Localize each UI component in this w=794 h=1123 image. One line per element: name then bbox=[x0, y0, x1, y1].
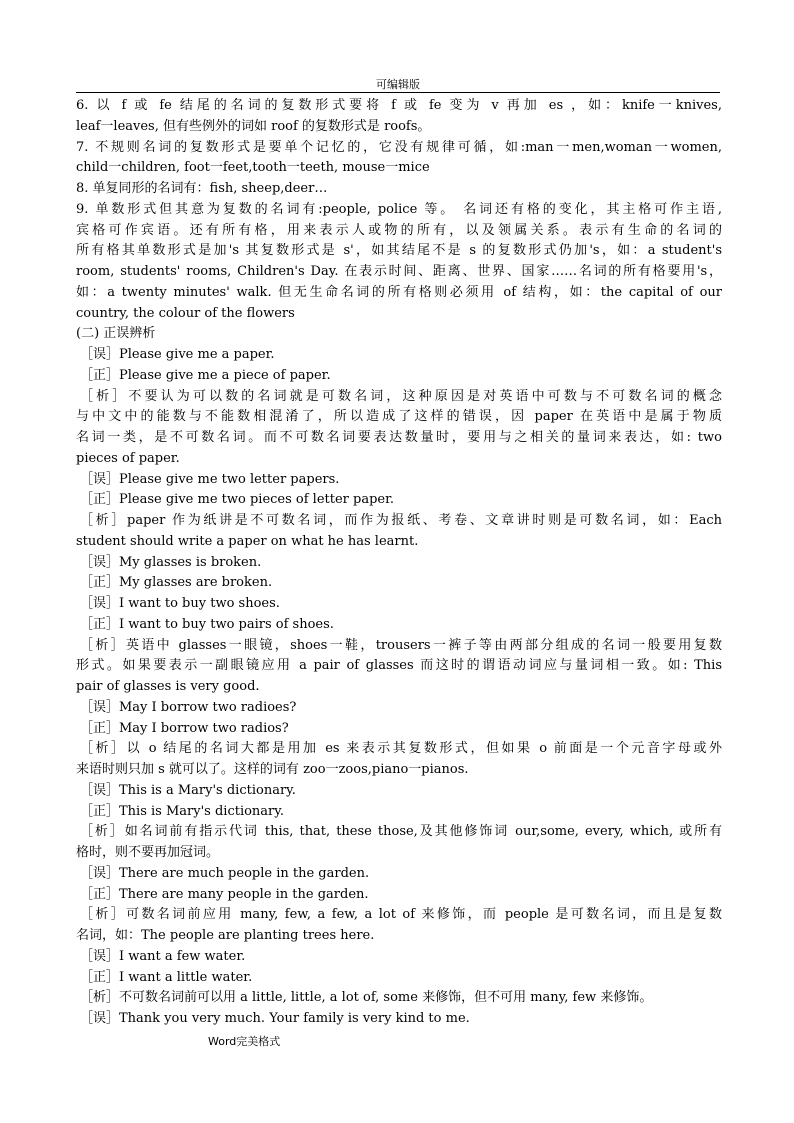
document-body bbox=[76, 96, 722, 1030]
text-line: 宾格可作宾语。还有所有格，用来表示人或物的所有，以及领属关系。表示有生命的名词的 bbox=[76, 222, 722, 238]
text-line: ［误］Please give me a paper. bbox=[80, 347, 275, 362]
text-line: ［误］Thank you very much. Your family is very kind to me. bbox=[80, 1011, 470, 1026]
text-line: 格时，则不要再加冠词。 bbox=[76, 845, 220, 860]
text-line: student should write a paper on what he has learnt. bbox=[76, 533, 419, 549]
page-header: 可编辑版 bbox=[376, 78, 420, 91]
text-line: ［析］英语中 glasses一眼镜，shoes一鞋，trousers一裤子等由两部分组成的名词一般要用复数 bbox=[80, 637, 722, 653]
text-line: ［正］I want a little water. bbox=[80, 969, 253, 985]
text-line: ［正］There are many people in the garden. bbox=[80, 886, 369, 902]
text-line: 7. 不规则名词的复数形式是要单个记忆的，它没有规律可循，如:man一men,woman一women, bbox=[76, 139, 722, 155]
text-line: ［正］My glasses are broken. bbox=[80, 575, 273, 591]
text-line: 来语时则只加 s 就可以了。这样的词有 zoo一zoos,piano一pianos. bbox=[76, 762, 469, 777]
text-line: ［误］This is a Mary's dictionary. bbox=[80, 782, 296, 798]
text-line: 9. 单数形式但其意为复数的名词有:people, police 等。 名词还有格的变化，其主格可作主语, bbox=[76, 201, 722, 217]
text-line: ［误］My glasses is broken. bbox=[80, 554, 262, 570]
text-line: child一children, foot一feet,tooth一teeth, mouse一mice bbox=[76, 160, 430, 176]
text-line: ［误］I want to buy two shoes. bbox=[80, 596, 280, 611]
text-line: ［析］不要认为可以数的名词就是可数名词，这种原因是对英语中可数与不可数名词的概念 bbox=[80, 388, 722, 404]
text-line: ［析］不可数名词前可以用 a little, little, a lot of, some 来修饰，但不可用 many, few 来修饰。 bbox=[80, 990, 653, 1006]
text-line: pair of glasses is very good. bbox=[76, 679, 260, 694]
text-line: room, students' rooms, Children's Day. 在表示时间、距离、世界、国家……名词的所有格要用's， bbox=[76, 264, 722, 279]
text-line: ［正］Please give me two pieces of letter paper. bbox=[80, 492, 395, 508]
text-line: leaf一leaves, 但有些例外的词如 roof 的复数形式是 roofs。 bbox=[76, 118, 431, 134]
text-line: ［误］There are much people in the garden. bbox=[80, 865, 370, 881]
text-line: ［析］可数名词前应用 many, few, a few, a lot of 来修饰，而 people 是可数名词，而且是复数 bbox=[80, 907, 722, 923]
text-line: ［正］May I borrow two radios? bbox=[80, 720, 289, 736]
text-line: 所有格其单数形式是加's 其复数形式是 s'，如其结尾不是 s 的复数形式仍加's，如：a student's bbox=[76, 243, 722, 259]
text-line: ［误］May I borrow two radioes? bbox=[80, 699, 297, 715]
text-line: ［误］Please give me two letter papers. bbox=[80, 471, 340, 487]
text-line: (二) 正误辨析 bbox=[76, 326, 156, 342]
text-line: ［正］I want to buy two pairs of shoes. bbox=[80, 616, 334, 632]
header-rule bbox=[76, 92, 720, 93]
text-line: ［正］Please give me a piece of paper. bbox=[80, 367, 331, 383]
text-line: ［析］paper 作为纸讲是不可数名词，而作为报纸、考卷、文章讲时则是可数名词，如：Each bbox=[80, 513, 722, 528]
text-line: 名词，如：The people are planting trees here. bbox=[76, 928, 375, 943]
text-line: pieces of paper. bbox=[76, 450, 180, 466]
text-line: 6. 以 f 或 fe 结尾的名词的复数形式要将 f 或 fe 变为 v 再加 es ，如：knife一knives, bbox=[76, 98, 722, 113]
text-line: 8. 单复同形的名词有：fish, sheep,deer… bbox=[76, 181, 328, 196]
text-line: 形式。如果要表示一副眼镜应用 a pair of glasses 而这时的谓语动词应与量词相一致。如: This bbox=[76, 658, 722, 674]
text-line: 名词一类，是不可数名词。而不可数名词要表达数量时，要用与之相关的量词来表达，如: two bbox=[76, 430, 722, 445]
text-line: 与中文中的能数与不能数相混淆了，所以造成了这样的错误，因 paper 在英语中是属于物质 bbox=[76, 409, 722, 425]
text-line: 如：a twenty minutes' walk. 但无生命名词的所有格则必须用 of 结构，如：the capital of our bbox=[76, 284, 722, 300]
text-line: country, the colour of the flowers bbox=[76, 305, 295, 321]
page-footer: Word完美格式 bbox=[208, 1035, 281, 1048]
text-line: ［误］I want a few water. bbox=[80, 948, 246, 964]
text-line: ［正］This is Mary's dictionary. bbox=[80, 803, 285, 819]
text-line: ［析］如名词前有指示代词 this, that, these those,及其他修饰词 our,some, every, which, 或所有 bbox=[80, 824, 722, 840]
text-line: ［析］以 o 结尾的名词大都是用加 es 来表示其复数形式，但如果 o 前面是一个元音字母或外 bbox=[80, 741, 722, 757]
